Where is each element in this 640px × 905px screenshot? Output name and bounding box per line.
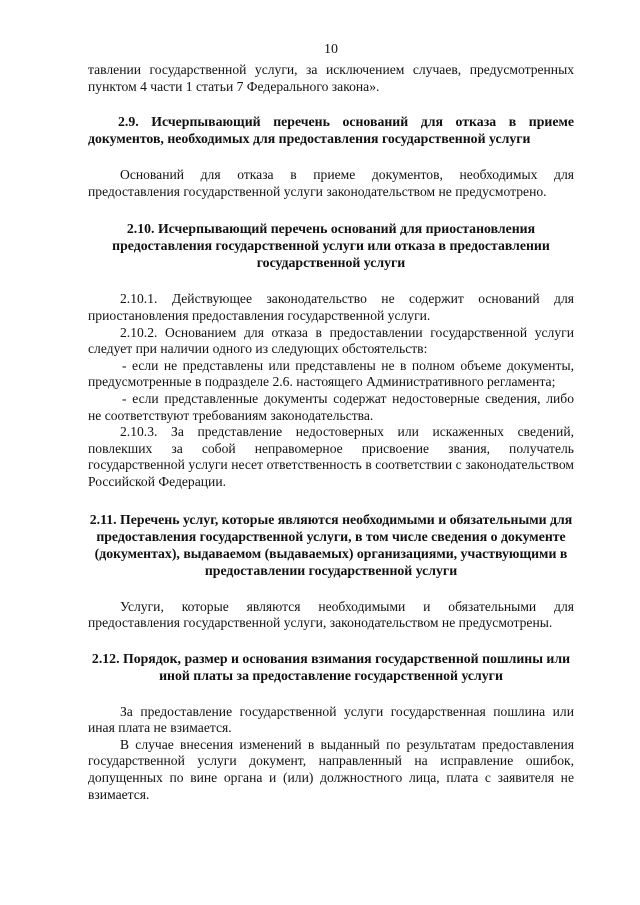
spacer	[88, 271, 574, 291]
spacer	[88, 200, 574, 220]
spacer	[88, 632, 574, 650]
spacer	[88, 147, 574, 167]
section-2-9-text: Оснований для отказа в приеме документов, необходимых для предоставления государственной услуги законодательством не предусмотрено.	[88, 167, 574, 199]
section-2-11-heading: 2.11. Перечень услуг, которые являются необходимыми и обязательными для предоставления государственной услуги, в том числе сведения о документе (документах), выдаваемом (выдаваемых) организациями, участвующими в предоставлении государственной услуги	[89, 511, 573, 578]
continued-paragraph: тавлении государственной услуги, за исключением случаев, предусмотренных пунктом 4 части 1 статьи 7 Федерального закона».	[88, 62, 574, 94]
section-2-12-p1: За предоставление государственной услуги государственная пошлина или иная плата не взимается.	[88, 703, 574, 736]
spacer	[88, 491, 574, 511]
section-2-10-bullet-2: - если представленные документы содержат недостоверные сведения, либо не соответствуют требованиям законодательства.	[88, 390, 574, 423]
section-2-12-heading: 2.12. Порядок, размер и основания взимания государственной пошлины или иной платы за предоставление государственной услуги	[91, 650, 571, 683]
section-2-11-text: Услуги, которые являются необходимыми и обязательными для предоставления государственной услуги, законодательством не предусмотрены.	[88, 598, 574, 631]
section-2-10-2: 2.10.2. Основанием для отказа в предоставлении государственной услуги следует при наличии одного из следующих обстоятельств:	[88, 324, 574, 357]
section-2-9-heading: 2.9. Исчерпывающий перечень оснований для отказа в приеме документов, необходимых для предоставления государственной услуги	[88, 114, 574, 147]
section-2-10-bullet-1: - если не представлены или представлены не в полном объеме документы, предусмотренные в подразделе 2.6. настоящего Административного регламента;	[88, 357, 574, 390]
section-2-10-1: 2.10.1. Действующее законодательство не содержит оснований для приостановления предоставления государственной услуги.	[88, 291, 574, 323]
section-2-10-heading: 2.10. Исчерпывающий перечень оснований для приостановления предоставления государственной услуги или отказа в предоставлении государственной услуги	[112, 221, 550, 271]
spacer	[88, 684, 574, 704]
page-number: 10	[324, 42, 338, 57]
spacer	[88, 579, 574, 599]
section-2-10-3: 2.10.3. За представление недостоверных или искаженных сведений, повлекших за собой неправомерное присвоение звания, получатель государственной услуги несет ответственность в соответствии с законодательством Российской Федерации.	[88, 424, 574, 489]
section-2-12-p2: В случае внесения изменений в выданный по результатам предоставления государственной услуги документ, направленный на исправление ошибок, допущенных по вине органа и (или) должностного лица, плата с заявителя не взимается.	[88, 736, 574, 802]
